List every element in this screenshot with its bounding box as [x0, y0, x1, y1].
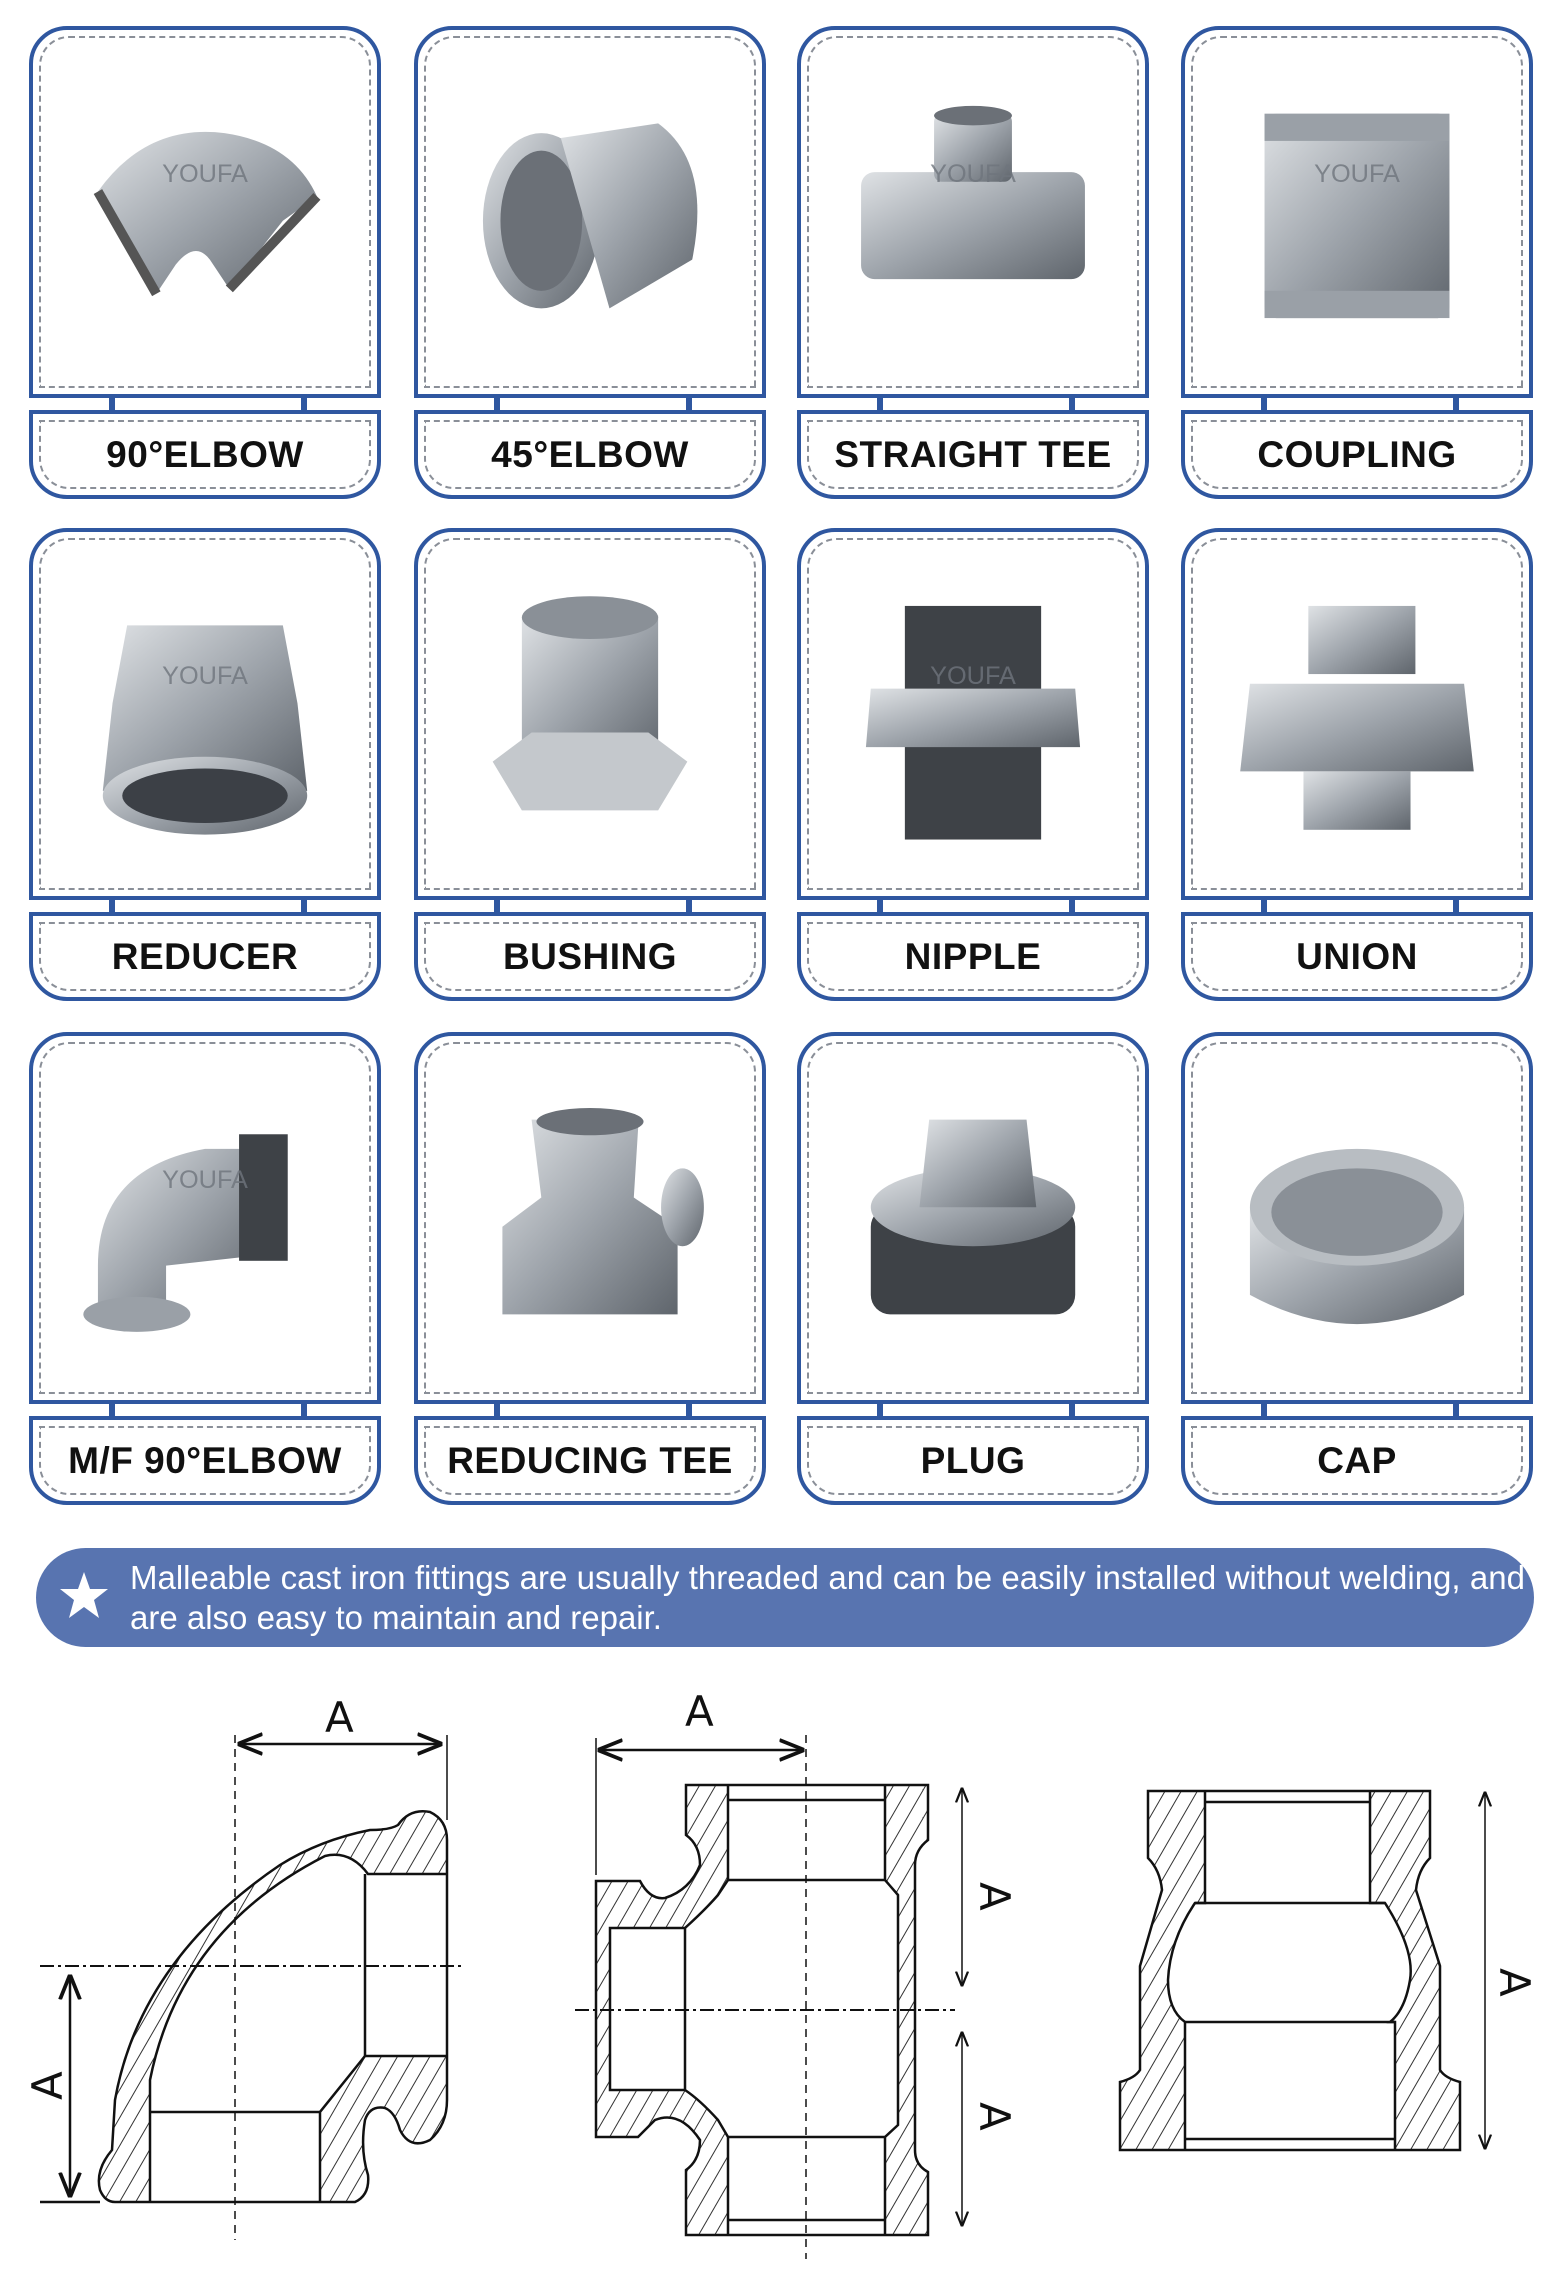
elbow90-fitting-image: [59, 50, 351, 372]
elbow-section-diagram: [40, 1735, 465, 2240]
product-card: [1181, 26, 1533, 499]
union-fitting-image: [1211, 552, 1503, 874]
product-label-box: [797, 912, 1149, 1001]
connector-tab: [109, 1404, 115, 1416]
product-label-box: [414, 912, 766, 1001]
product-label: COUPLING: [1257, 433, 1457, 475]
product-card: [29, 26, 381, 499]
product-label: REDUCER: [111, 935, 299, 977]
product-label: REDUCING TEE: [447, 1439, 733, 1481]
product-label-box: [1181, 1416, 1533, 1505]
connector-tab: [686, 900, 692, 912]
elbow45-fitting-image: [444, 50, 736, 372]
product-label: NIPPLE: [904, 935, 1042, 977]
product-label: STRAIGHT TEE: [834, 433, 1112, 475]
connector-tab: [301, 1404, 307, 1416]
product-card: [1181, 528, 1533, 1001]
connector-tab: [494, 1404, 500, 1416]
connector-tab: [1453, 1404, 1459, 1416]
connector-tab: [494, 398, 500, 410]
product-label: UNION: [1296, 935, 1418, 977]
product-card: [1181, 1032, 1533, 1505]
connector-tab: [686, 398, 692, 410]
product-card: [797, 528, 1149, 1001]
product-photo: [414, 528, 766, 900]
product-card: [414, 26, 766, 499]
product-card: [797, 26, 1149, 499]
product-label-box: [29, 912, 381, 1001]
product-label-box: [29, 410, 381, 499]
product-photo: [29, 26, 381, 398]
banner-text: Malleable cast iron fittings are usually threaded and can be easily installed without welding, and are also easy to maintain and repair.: [130, 1559, 1525, 1636]
product-label-box: [414, 410, 766, 499]
connector-tab: [1261, 1404, 1267, 1416]
tee-section-diagram: [575, 1735, 962, 2259]
product-label-box: [1181, 410, 1533, 499]
plug-fitting-image: [827, 1056, 1119, 1378]
product-photo: [1181, 528, 1533, 900]
product-card: [797, 1032, 1149, 1505]
connector-tab: [686, 1404, 692, 1416]
mfelbow-fitting-image: [59, 1056, 351, 1378]
svg-text:YOUFA: YOUFA: [1314, 159, 1400, 188]
connector-tab: [1069, 1404, 1075, 1416]
product-photo: [29, 528, 381, 900]
svg-text:YOUFA: YOUFA: [930, 661, 1016, 690]
product-label: BUSHING: [502, 935, 678, 977]
product-photo: [797, 26, 1149, 398]
dimension-diagrams: [0, 1680, 1563, 2269]
svg-text:YOUFA: YOUFA: [162, 159, 248, 188]
connector-tab: [301, 900, 307, 912]
product-photo: [414, 26, 766, 398]
product-label-box: [1181, 912, 1533, 1001]
connector-tab: [301, 398, 307, 410]
dimension-label: A: [970, 2102, 1019, 2131]
connector-tab: [1261, 900, 1267, 912]
svg-text:YOUFA: YOUFA: [162, 1165, 248, 1194]
connector-tab: [877, 900, 883, 912]
product-label: PLUG: [920, 1439, 1026, 1481]
dimension-label: A: [685, 1687, 714, 1736]
product-label: CAP: [1317, 1439, 1397, 1481]
reducer-section-diagram: [1120, 1791, 1485, 2150]
dimension-label: A: [1490, 1968, 1539, 1997]
product-photo: [29, 1032, 381, 1404]
svg-text:YOUFA: YOUFA: [930, 159, 1016, 188]
connector-tab: [877, 1404, 883, 1416]
connector-tab: [1453, 398, 1459, 410]
dimension-label: A: [970, 1882, 1019, 1911]
dimension-label: A: [325, 1693, 354, 1742]
svg-text:YOUFA: YOUFA: [162, 661, 248, 690]
info-banner: [36, 1548, 1534, 1647]
connector-tab: [1069, 900, 1075, 912]
connector-tab: [109, 900, 115, 912]
connector-tab: [1453, 900, 1459, 912]
tee-fitting-image: [827, 50, 1119, 372]
product-label-box: [797, 1416, 1149, 1505]
product-photo: [1181, 1032, 1533, 1404]
product-label: 90°ELBOW: [106, 433, 304, 475]
star-icon: [58, 1570, 110, 1622]
product-label: M/F 90°ELBOW: [68, 1439, 342, 1481]
product-photo: [414, 1032, 766, 1404]
product-photo: [797, 1032, 1149, 1404]
connector-tab: [494, 900, 500, 912]
product-photo: [1181, 26, 1533, 398]
product-card: [414, 528, 766, 1001]
reducer-fitting-image: [59, 552, 351, 874]
bushing-fitting-image: [444, 552, 736, 874]
nipple-fitting-image: [827, 552, 1119, 874]
product-card: [414, 1032, 766, 1505]
coupling-fitting-image: [1211, 50, 1503, 372]
connector-tab: [109, 398, 115, 410]
product-card: [29, 1032, 381, 1505]
connector-tab: [877, 398, 883, 410]
product-label-box: [414, 1416, 766, 1505]
product-label: 45°ELBOW: [491, 433, 689, 475]
dimension-label: A: [23, 2071, 72, 2100]
connector-tab: [1069, 398, 1075, 410]
product-card: [29, 528, 381, 1001]
product-photo: [797, 528, 1149, 900]
reducingtee-fitting-image: [444, 1056, 736, 1378]
product-label-box: [797, 410, 1149, 499]
product-label-box: [29, 1416, 381, 1505]
connector-tab: [1261, 398, 1267, 410]
cap-fitting-image: [1211, 1056, 1503, 1378]
